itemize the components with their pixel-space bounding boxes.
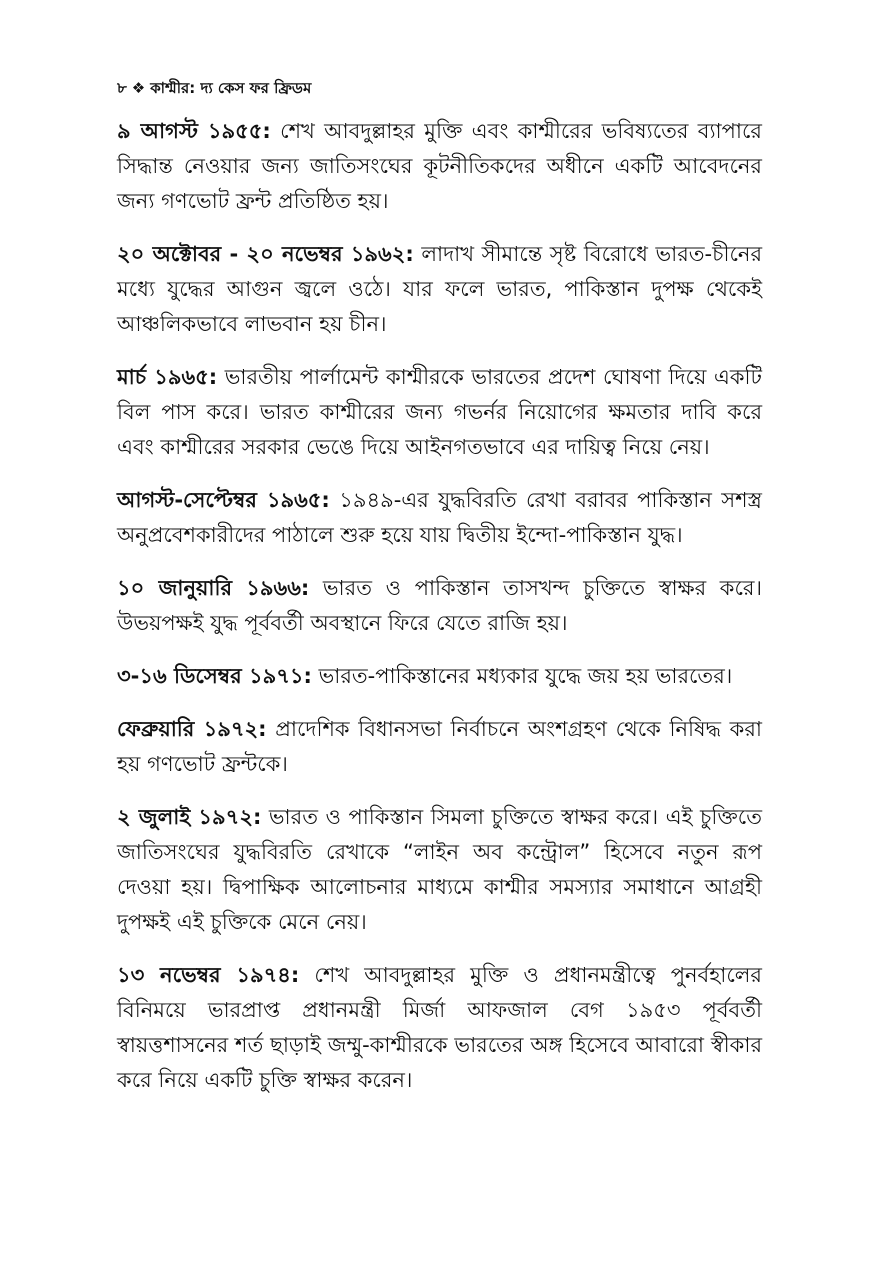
- entry-text: শেখ আবদুল্লাহর মুক্তি ও প্রধানমন্ত্রীত্বে পুনর্বহালের বিনিময়ে ভারপ্রাপ্ত প্রধানমন্ত্রী মির্জা আফজাল বেগ ১৯৫৩ পূর্ববর্তী স্বায়ত্তশাসনের শর্ত ছাড়াই জম্মু-কাশ্মীরকে ভারতের অঙ্গ হিসেবে আবারো স্বীকার করে নিয়ে একটি চুক্তি স্বাক্ষর করেন।: [117, 963, 762, 1092]
- entry-date: ৯ আগস্ট ১৯৫৫:: [117, 119, 271, 143]
- entry-date: ফেব্রুয়ারি ১৯৭২:: [117, 717, 267, 741]
- timeline: [117, 114, 762, 1098]
- entry-date: আগস্ট-সেপ্টেম্বর ১৯৬৫:: [117, 488, 330, 512]
- entry-text: প্রাদেশিক বিধানসভা নির্বাচনে অংশগ্রহণ থেকে নিষিদ্ধ করা হয় গণভোট ফ্রন্টকে।: [117, 717, 762, 776]
- timeline-entry: [117, 237, 762, 342]
- timeline-entry: [117, 114, 762, 219]
- timeline-entry: [117, 712, 762, 782]
- timeline-entry: [117, 800, 762, 940]
- entry-text: ভারত ও পাকিস্তান সিমলা চুক্তিতে স্বাক্ষর করে। এই চুক্তিতে জাতিসংঘের যুদ্ধবিরতি রেখাকে “লাইন অব কন্ট্রোল” হিসেবে নতুন রূপ দেওয়া হয়। দ্বিপাক্ষিক আলোচনার মাধ্যমে কাশ্মীর সমস্যার সমাধানে আগ্রহী দুপক্ষই এই চুক্তিকে মেনে নেয়।: [117, 805, 762, 934]
- entry-text: ভারতীয় পার্লামেন্ট কাশ্মীরকে ভারতের প্রদেশ ঘোষণা দিয়ে একটি বিল পাস করে। ভারত কাশ্মীরের জন্য গভর্নর নিয়োগের ক্ষমতার দাবি করে এবং কাশ্মীরের সরকার ভেঙে দিয়ে আইনগতভাবে এর দায়িত্ব নিয়ে নেয়।: [117, 365, 763, 459]
- entry-text: ভারত ও পাকিস্তান তাসখন্দ চুক্তিতে স্বাক্ষর করে। উভয়পক্ষই যুদ্ধ পূর্ববর্তী অবস্থানে ফিরে যেতে রাজি হয়।: [117, 576, 762, 635]
- book-title: কাশ্মীর: দ্য কেস ফর ফ্রিডম: [150, 79, 312, 97]
- timeline-entry: [117, 360, 762, 465]
- entry-date: ৩-১৬ ডিসেম্বর ১৯৭১:: [117, 664, 312, 688]
- entry-text: ভারত-পাকিস্তানের মধ্যকার যুদ্ধে জয় হয় ভারতের।: [318, 664, 733, 688]
- entry-date: ২ জুলাই ১৯৭২:: [117, 805, 262, 829]
- entry-text: শেখ আবদুল্লাহর মুক্তি এবং কাশ্মীরের ভবিষ্যতের ব্যাপারে সিদ্ধান্ত নেওয়ার জন্য জাতিসংঘের কূটনীতিকদের অধীনে একটি আবেদনের জন্য গণভোট ফ্রন্ট প্রতিষ্ঠিত হয়।: [117, 119, 762, 213]
- entry-date: মার্চ ১৯৬৫:: [117, 365, 218, 389]
- entry-date: ২০ অক্টোবর - ২০ নভেম্বর ১৯৬২:: [117, 242, 414, 266]
- timeline-entry: [117, 571, 762, 641]
- entry-date: ১০ জানুয়ারি ১৯৬৬:: [117, 576, 310, 600]
- timeline-entry: [117, 659, 762, 694]
- entry-text: ১৯৪৯-এর যুদ্ধবিরতি রেখা বরাবর পাকিস্তান সশস্ত্র অনুপ্রবেশকারীদের পাঠালে শুরু হয়ে যায় দ্বিতীয় ইন্দো-পাকিস্তান যুদ্ধ।: [117, 488, 762, 547]
- entry-date: ১৩ নভেম্বর ১৯৭৪:: [117, 963, 300, 987]
- page-number: ৮: [117, 79, 127, 97]
- entry-text: লাদাখ সীমান্তে সৃষ্ট বিরোধে ভারত-চীনের মধ্যে যুদ্ধের আগুন জ্বলে ওঠে। যার ফলে ভারত, পাকিস্তান দুপক্ষ থেকেই আঞ্চলিকভাবে লাভবান হয় চীন।: [117, 242, 762, 336]
- separator-ornament: ❖: [131, 79, 146, 97]
- timeline-entry: [117, 483, 762, 553]
- timeline-entry: [117, 958, 762, 1098]
- running-header: [117, 78, 762, 98]
